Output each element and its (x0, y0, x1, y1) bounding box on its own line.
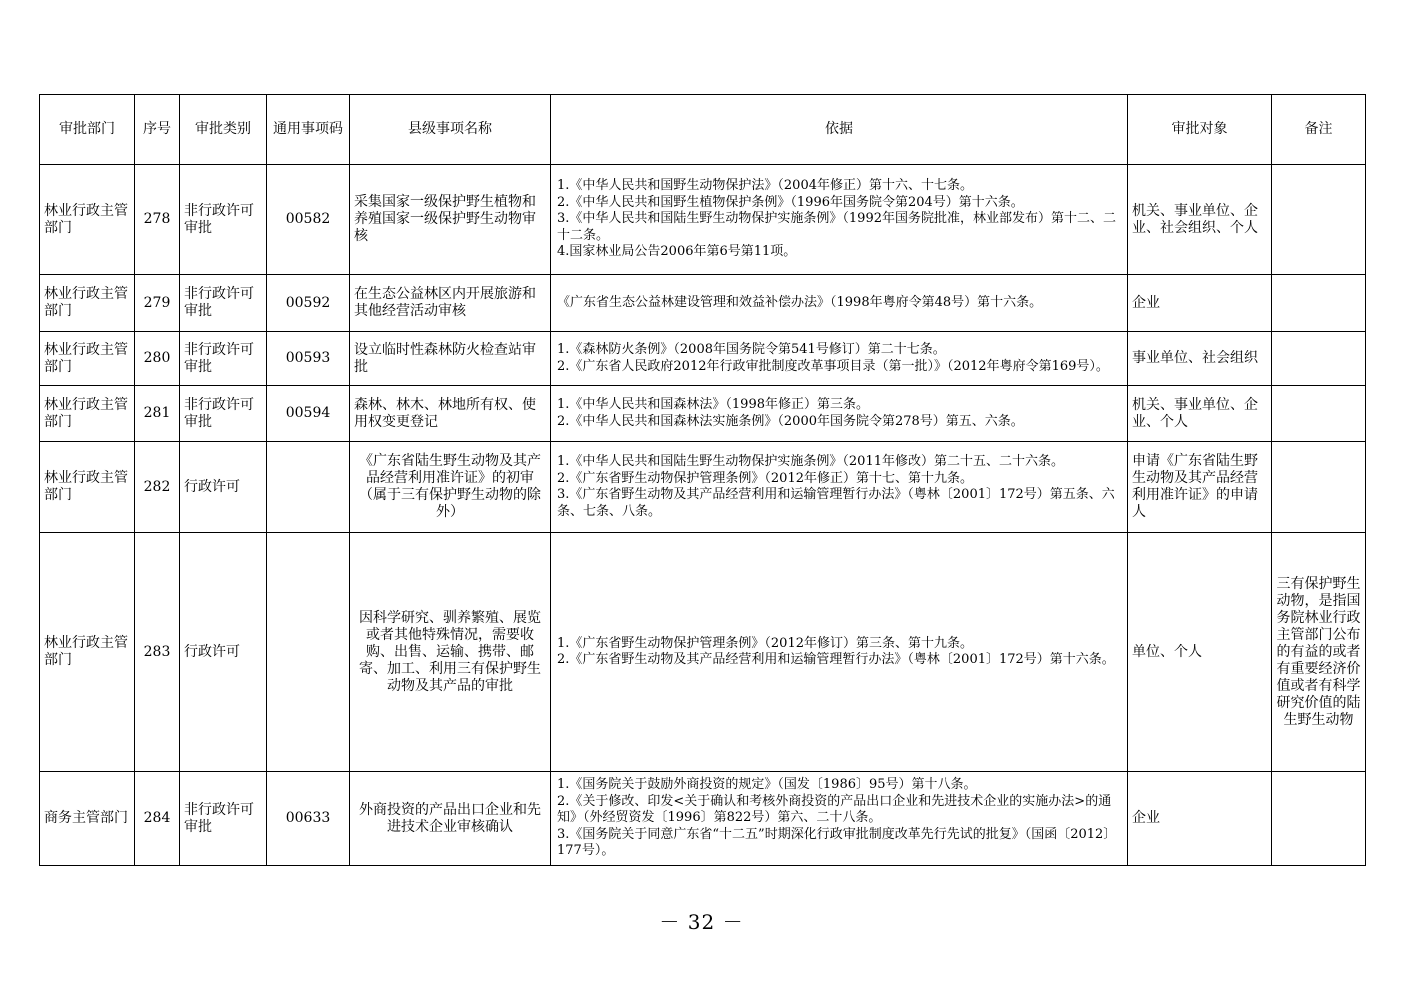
table-row (40, 533, 1366, 772)
basis-line: 《广东省生态公益林建设管理和效益补偿办法》（1998年粤府令第48号）第十六条。 (557, 294, 1043, 310)
cell-name: 因科学研究、驯养繁殖、展览或者其他特殊情况，需要收购、出售、运输、携带、邮寄、加工、利用三有保护野生动物及其产品的审批 (350, 533, 551, 772)
cell-seq: 278 (135, 165, 180, 275)
basis-line: 1.《国务院关于鼓励外商投资的规定》（国发〔1986〕95号）第十八条。 (557, 777, 977, 793)
cell-category: 非行政许可审批 (180, 275, 267, 332)
header-target: 审批对象 (1128, 95, 1272, 165)
basis-line: 2.《广东省野生动物保护管理条例》（2012年修正）第十七、第十九条。 (557, 470, 973, 486)
cell-target: 企业 (1128, 275, 1272, 332)
cell-basis (551, 533, 1128, 772)
cell-basis (551, 275, 1128, 332)
table-row (40, 165, 1366, 275)
table-row (40, 332, 1366, 386)
table-row (40, 772, 1366, 866)
cell-dept: 商务主管部门 (40, 772, 135, 866)
cell-name: 外商投资的产品出口企业和先进技术企业审核确认 (350, 772, 551, 866)
cell-code: 00592 (267, 275, 350, 332)
cell-remark: 三有保护野生动物，是指国务院林业行政主管部门公布的有益的或者有重要经济价值或者有科学研究价值的陆生野生动物 (1272, 533, 1366, 772)
cell-code (267, 442, 350, 533)
table-row (40, 386, 1366, 442)
cell-category: 行政许可 (180, 533, 267, 772)
header-seq: 序号 (135, 95, 180, 165)
cell-dept: 林业行政主管部门 (40, 165, 135, 275)
cell-remark (1272, 332, 1366, 386)
cell-seq: 283 (135, 533, 180, 772)
cell-name: 森林、林木、林地所有权、使用权变更登记 (350, 386, 551, 442)
cell-seq: 281 (135, 386, 180, 442)
cell-target: 事业单位、社会组织 (1128, 332, 1272, 386)
basis-line: 1.《中华人民共和国陆生野生动物保护实施条例》（2011年修改）第二十五、二十六条。 (557, 454, 1064, 469)
basis-line: 2.《中华人民共和国森林法实施条例》（2000年国务院令第278号）第五、六条。 (557, 413, 1024, 429)
header-basis: 依据 (551, 95, 1128, 165)
cell-category: 行政许可 (180, 442, 267, 533)
cell-category: 非行政许可审批 (180, 165, 267, 275)
cell-name: 采集国家一级保护野生植物和养殖国家一级保护野生动物审核 (350, 165, 551, 275)
cell-basis (551, 386, 1128, 442)
cell-target: 申请《广东省陆生野生动物及其产品经营利用准许证》的申请人 (1128, 442, 1272, 533)
cell-category: 非行政许可审批 (180, 332, 267, 386)
cell-basis (551, 772, 1128, 866)
cell-target: 企业 (1128, 772, 1272, 866)
basis-line: 1.《森林防火条例》（2008年国务院令第541号修订）第二十七条。 (557, 342, 946, 357)
cell-basis (551, 332, 1128, 386)
cell-seq: 279 (135, 275, 180, 332)
cell-code: 00594 (267, 386, 350, 442)
cell-target: 单位、个人 (1128, 533, 1272, 772)
approval-items-table (39, 94, 1366, 866)
cell-code: 00582 (267, 165, 350, 275)
cell-dept: 林业行政主管部门 (40, 275, 135, 332)
basis-line: 2.《广东省野生动物及其产品经营利用和运输管理暂行办法》（粤林〔2001〕172号）第十六条。 (557, 652, 1115, 667)
cell-basis (551, 165, 1128, 275)
cell-remark (1272, 772, 1366, 866)
basis-line: 2.《广东省人民政府2012年行政审批制度改革事项目录（第一批）》（2012年粤府令第169号）。 (557, 358, 1109, 374)
basis-line: 4.国家林业局公告2006年第6号第11项。 (557, 244, 797, 260)
cell-dept: 林业行政主管部门 (40, 442, 135, 533)
cell-target: 机关、事业单位、企业、社会组织、个人 (1128, 165, 1272, 275)
basis-line: 1.《中华人民共和国森林法》（1998年修正）第三条。 (557, 397, 869, 412)
basis-line: 3.《广东省野生动物及其产品经营利用和运输管理暂行办法》（粤林〔2001〕172号）第五条、六条、七条、八条。 (557, 487, 1115, 519)
cell-dept: 林业行政主管部门 (40, 386, 135, 442)
basis-line: 1.《中华人民共和国野生动物保护法》（2004年修正）第十六、十七条。 (557, 178, 973, 194)
cell-code: 00593 (267, 332, 350, 386)
basis-line: 3.《国务院关于同意广东省“十二五”时期深化行政审批制度改革先行先试的批复》（国函〔2012〕177号）。 (557, 826, 1117, 859)
header-code: 通用事项码 (267, 95, 350, 165)
cell-seq: 284 (135, 772, 180, 866)
cell-remark (1272, 442, 1366, 533)
basis-line: 2.《关于修改、印发<关于确认和考核外商投资的产品出口企业和先进技术企业的实施办法>的通知》（外经贸资发〔1996〕第822号）第六、二十八条。 (557, 793, 1112, 826)
header-name: 县级事项名称 (350, 95, 551, 165)
cell-target: 机关、事业单位、企业、个人 (1128, 386, 1272, 442)
cell-dept: 林业行政主管部门 (40, 332, 135, 386)
cell-seq: 280 (135, 332, 180, 386)
header-category: 审批类别 (180, 95, 267, 165)
cell-basis (551, 442, 1128, 533)
basis-line: 2.《中华人民共和国野生植物保护条例》（1996年国务院令第204号）第十六条。 (557, 194, 1024, 210)
cell-remark (1272, 386, 1366, 442)
table-row (40, 442, 1366, 533)
cell-name: 设立临时性森林防火检查站审批 (350, 332, 551, 386)
cell-dept: 林业行政主管部门 (40, 533, 135, 772)
cell-name: 在生态公益林区内开展旅游和其他经营活动审核 (350, 275, 551, 332)
cell-name: 《广东省陆生野生动物及其产品经营利用准许证》的初审（属于三有保护野生动物的除外） (350, 442, 551, 533)
cell-category: 非行政许可审批 (180, 386, 267, 442)
cell-remark (1272, 165, 1366, 275)
header-remark: 备注 (1272, 95, 1366, 165)
cell-code: 00633 (267, 772, 350, 866)
basis-line: 1.《广东省野生动物保护管理条例》（2012年修订）第三条、第十九条。 (557, 635, 973, 651)
header-dept: 审批部门 (40, 95, 135, 165)
basis-line: 3.《中华人民共和国陆生野生动物保护实施条例》（1992年国务院批准，林业部发布）第十二、二十二条。 (557, 211, 1116, 243)
page-number: － 32 － (659, 910, 744, 934)
cell-code (267, 533, 350, 772)
table-row (40, 275, 1366, 332)
cell-remark (1272, 275, 1366, 332)
cell-category: 非行政许可审批 (180, 772, 267, 866)
table-header-row (40, 95, 1366, 165)
cell-seq: 282 (135, 442, 180, 533)
